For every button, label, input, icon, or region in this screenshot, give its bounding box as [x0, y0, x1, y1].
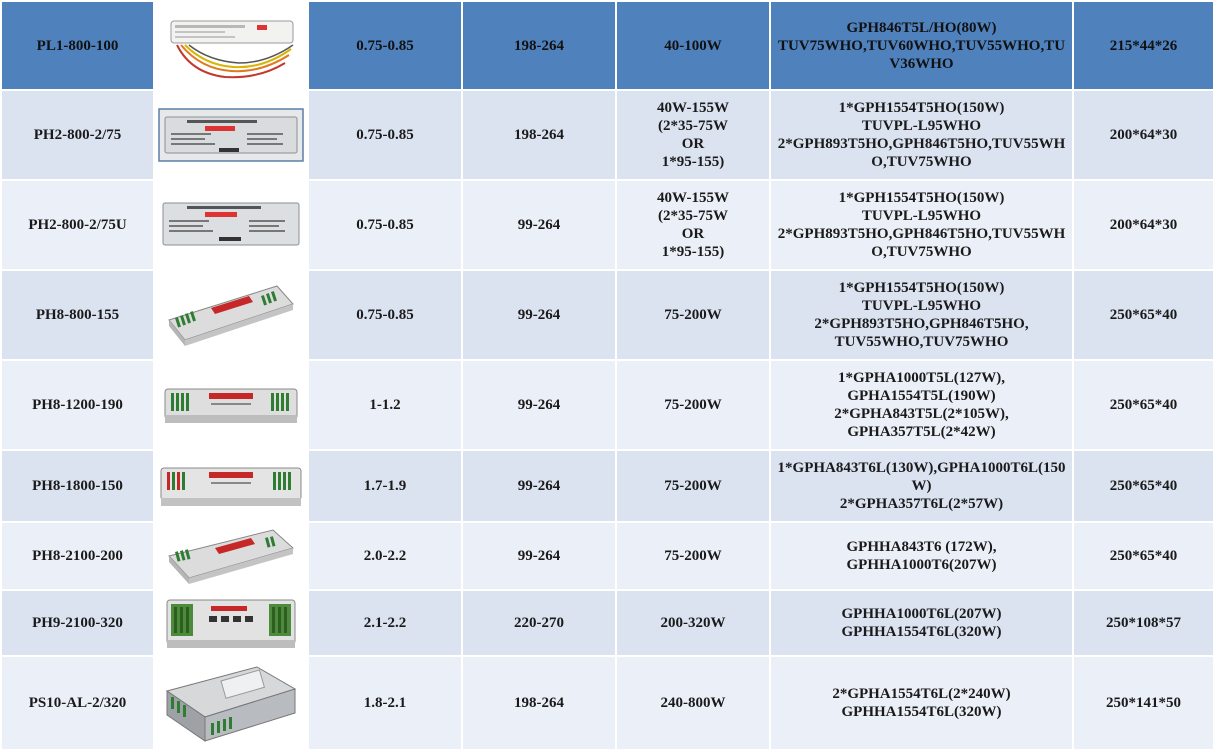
table-row [2, 361, 1213, 449]
size-cell: 250*65*40 [1074, 361, 1213, 449]
size-cell: 215*44*26 [1074, 2, 1213, 89]
table-row [2, 271, 1213, 359]
current-cell: 0.75-0.85 [309, 181, 461, 269]
power-cell: 75-200W [617, 451, 769, 521]
product-image-cell [155, 361, 307, 449]
size-cell: 200*64*30 [1074, 181, 1213, 269]
ballast-photo-silver [157, 195, 305, 255]
table-row [2, 657, 1213, 749]
voltage-cell: 99-264 [463, 271, 615, 359]
lamp-cell: GPHHA1000T6L(207W) GPHHA1554T6L(320W) [771, 591, 1072, 655]
voltage-cell: 99-264 [463, 181, 615, 269]
model-cell: PH2-800-2/75U [2, 181, 153, 269]
voltage-cell: 198-264 [463, 2, 615, 89]
size-cell: 250*65*40 [1074, 271, 1213, 359]
lamp-cell: GPHHA843T6 (172W), GPHHA1000T6(207W) [771, 523, 1072, 589]
table-row [2, 2, 1213, 89]
table-row [2, 181, 1213, 269]
power-cell: 240-800W [617, 657, 769, 749]
model-cell: PH2-800-2/75 [2, 91, 153, 179]
power-cell: 200-320W [617, 591, 769, 655]
ballast-photo-terminal [163, 594, 299, 652]
current-cell: 0.75-0.85 [309, 91, 461, 179]
voltage-cell: 99-264 [463, 451, 615, 521]
ballast-photo-terminal [165, 278, 297, 352]
product-image-cell [155, 657, 307, 749]
product-image-cell [155, 2, 307, 89]
product-image-cell [155, 591, 307, 655]
table-row [2, 523, 1213, 589]
power-cell: 40-100W [617, 2, 769, 89]
size-cell: 250*108*57 [1074, 591, 1213, 655]
product-image-cell [155, 181, 307, 269]
lamp-cell: 2*GPHA1554T6L(2*240W) GPHHA1554T6L(320W) [771, 657, 1072, 749]
table-row [2, 591, 1213, 655]
ballast-photo-terminal [161, 377, 301, 433]
product-image-cell [155, 91, 307, 179]
current-cell: 1.7-1.9 [309, 451, 461, 521]
current-cell: 2.0-2.2 [309, 523, 461, 589]
voltage-cell: 220-270 [463, 591, 615, 655]
power-cell: 40W-155W (2*35-75W OR 1*95-155) [617, 91, 769, 179]
size-cell: 250*141*50 [1074, 657, 1213, 749]
power-cell: 40W-155W (2*35-75W OR 1*95-155) [617, 181, 769, 269]
power-cell: 75-200W [617, 523, 769, 589]
ballast-photo-silver [157, 105, 305, 165]
voltage-cell: 99-264 [463, 523, 615, 589]
lamp-cell: GPH846T5L/HO(80W) TUV75WHO,TUV60WHO,TUV55WHO,TUV36WHO [771, 2, 1072, 89]
current-cell: 2.1-2.2 [309, 591, 461, 655]
size-cell: 250*65*40 [1074, 523, 1213, 589]
lamp-cell: 1*GPH1554T5HO(150W) TUVPL-L95WHO 2*GPH893T5HO,GPH846T5HO,TUV55WHO,TUV75WHO [771, 181, 1072, 269]
current-cell: 0.75-0.85 [309, 271, 461, 359]
product-image-cell [155, 451, 307, 521]
model-cell: PH8-1200-190 [2, 361, 153, 449]
current-cell: 1.8-2.1 [309, 657, 461, 749]
voltage-cell: 198-264 [463, 657, 615, 749]
size-cell: 250*65*40 [1074, 451, 1213, 521]
model-cell: PL1-800-100 [2, 2, 153, 89]
model-cell: PH8-800-155 [2, 271, 153, 359]
model-cell: PH8-1800-150 [2, 451, 153, 521]
table-row [2, 451, 1213, 521]
product-image-cell [155, 523, 307, 589]
ballast-photo-long-wired [161, 11, 301, 81]
voltage-cell: 99-264 [463, 361, 615, 449]
ballast-photo-box [161, 661, 301, 745]
model-cell: PH9-2100-320 [2, 591, 153, 655]
current-cell: 0.75-0.85 [309, 2, 461, 89]
model-cell: PS10-AL-2/320 [2, 657, 153, 749]
ballast-photo-terminal [165, 526, 297, 586]
ballast-photo-terminal [157, 458, 305, 514]
lamp-cell: 1*GPH1554T5HO(150W) TUVPL-L95WHO 2*GPH893T5HO,GPH846T5HO, TUV55WHO,TUV75WHO [771, 271, 1072, 359]
voltage-cell: 198-264 [463, 91, 615, 179]
power-cell: 75-200W [617, 271, 769, 359]
lamp-cell: 1*GPHA843T6L(130W),GPHA1000T6L(150W) 2*GPHA357T6L(2*57W) [771, 451, 1072, 521]
power-cell: 75-200W [617, 361, 769, 449]
size-cell: 200*64*30 [1074, 91, 1213, 179]
table-row [2, 91, 1213, 179]
product-image-cell [155, 271, 307, 359]
model-cell: PH8-2100-200 [2, 523, 153, 589]
lamp-cell: 1*GPHA1000T5L(127W), GPHA1554T5L(190W) 2*GPHA843T5L(2*105W), GPHA357T5L(2*42W) [771, 361, 1072, 449]
lamp-cell: 1*GPH1554T5HO(150W) TUVPL-L95WHO 2*GPH893T5HO,GPH846T5HO,TUV55WHO,TUV75WHO [771, 91, 1072, 179]
current-cell: 1-1.2 [309, 361, 461, 449]
